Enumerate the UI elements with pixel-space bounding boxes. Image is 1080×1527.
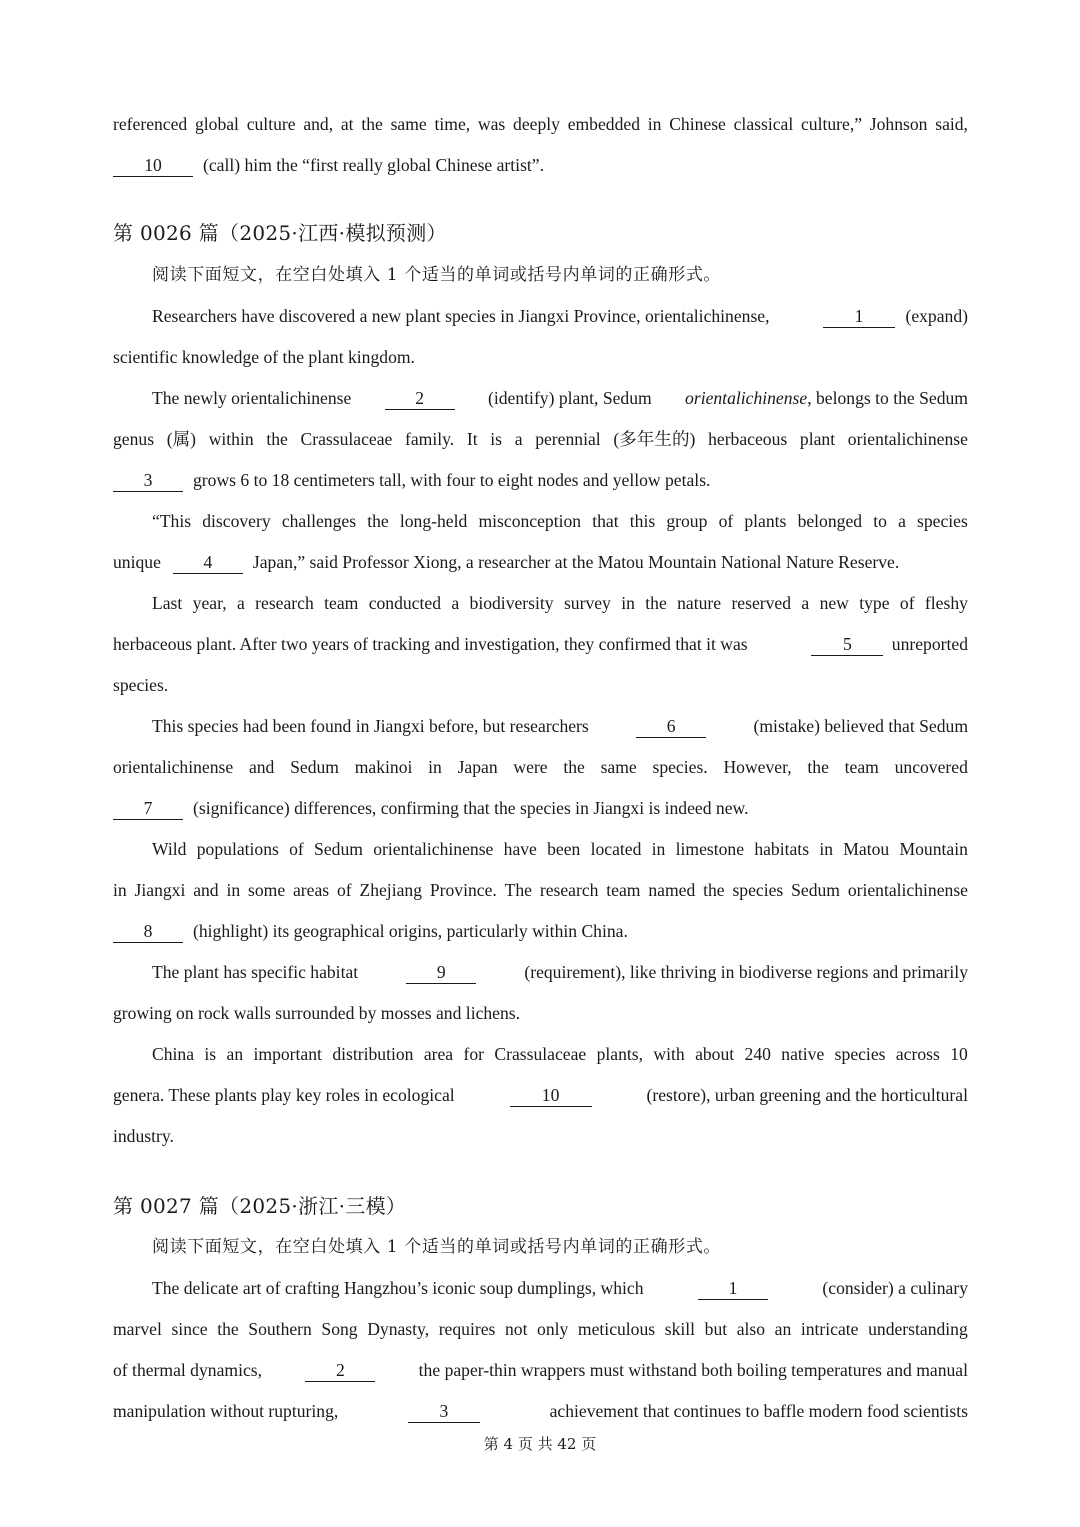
word: The <box>504 880 532 900</box>
word: were <box>513 757 548 777</box>
word: the <box>645 593 667 613</box>
word: referenced <box>113 114 188 134</box>
word: nature <box>677 593 722 613</box>
word: Wild <box>152 839 187 859</box>
word: species. <box>652 757 708 777</box>
word: biodiversity <box>469 593 554 613</box>
paragraph-text: Researchers have discovered a new plant species in Jiangxi Province, orientalichinense, <box>152 306 770 326</box>
word: at <box>340 114 354 134</box>
answer-blank-9: 9 <box>406 963 476 984</box>
word: intricate <box>800 1319 859 1339</box>
word: the <box>703 880 725 900</box>
word: is <box>490 429 503 449</box>
answer-blank-8: 8 <box>113 922 183 943</box>
word: 10 <box>950 1044 968 1064</box>
paragraph-line <box>113 755 968 779</box>
word: in <box>226 880 241 900</box>
answer-blank-4: 4 <box>173 553 243 574</box>
word: family. <box>405 429 455 449</box>
word: marvel <box>113 1319 162 1339</box>
paragraph-line <box>113 1399 968 1423</box>
paragraph-line <box>113 550 968 574</box>
word: requires <box>438 1319 496 1339</box>
word: group <box>666 511 708 531</box>
word: “This <box>152 511 192 531</box>
paragraph-text: species. <box>113 675 169 695</box>
paragraph-text: (call) him the “first really global Chinese artist”. <box>203 155 545 175</box>
word: native <box>781 1044 825 1064</box>
word: located <box>590 839 642 859</box>
paragraph-line <box>113 153 968 177</box>
word: with <box>653 1044 685 1064</box>
paragraph-text: The delicate art of crafting Hangzhou’s iconic soup dumplings, which <box>152 1278 644 1298</box>
word: Song <box>321 1319 358 1339</box>
word: deeply <box>513 114 560 134</box>
word: challenges <box>281 511 357 531</box>
word: the <box>367 511 389 531</box>
word: genus <box>113 429 155 449</box>
paragraph-line <box>113 591 968 615</box>
word: Province. <box>429 880 497 900</box>
word: was <box>477 114 506 134</box>
word: makinoi <box>354 757 413 777</box>
word: Dynasty, <box>367 1319 430 1339</box>
word: global <box>194 114 239 134</box>
paragraph-line <box>113 1358 968 1382</box>
word: perennial <box>535 429 601 449</box>
word: an <box>774 1319 792 1339</box>
word: China <box>152 1044 195 1064</box>
instruction-text: 阅读下面短文，在空白处填入 1 个适当的单词或括号内单词的正确形式。 <box>152 265 722 285</box>
paragraph-line <box>113 1001 968 1025</box>
paragraph-text: unreported <box>891 634 968 654</box>
word: in <box>819 839 833 859</box>
word: Matou <box>843 839 890 859</box>
word: habitats <box>754 839 810 859</box>
paragraph-text: (significance) differences, confirming that the species in Jiangxi is indeed new. <box>193 798 749 818</box>
paragraph-text: (expand) <box>905 306 968 326</box>
paragraph-text: (identify) plant, Sedum <box>488 388 652 408</box>
word: team <box>844 757 879 777</box>
word: is <box>204 1044 217 1064</box>
word: a <box>514 429 523 449</box>
word: populations <box>196 839 279 859</box>
word: Sedum <box>791 880 840 900</box>
paragraph-text: unique <box>113 552 161 572</box>
word: research <box>255 593 314 613</box>
paragraph-line <box>113 304 968 328</box>
answer-blank-7: 7 <box>113 799 183 820</box>
paragraph-line <box>113 1124 968 1148</box>
word: culture <box>246 114 296 134</box>
word: said, <box>935 114 968 134</box>
word: time, <box>434 114 471 134</box>
paragraph-line <box>113 468 968 492</box>
word: Johnson <box>869 114 928 134</box>
answer-blank-10: 10 <box>510 1086 592 1107</box>
word: of <box>718 511 734 531</box>
paragraph-text: scientific knowledge of the plant kingdom. <box>113 347 415 367</box>
word: also <box>736 1319 766 1339</box>
word: orientalichinense <box>847 880 968 900</box>
word: Japan <box>457 757 498 777</box>
answer-blank-5: 5 <box>811 635 883 656</box>
paragraph-text: The newly orientalichinense <box>152 388 352 408</box>
word: It <box>466 429 478 449</box>
word: 240 <box>744 1044 771 1064</box>
word: some <box>247 880 286 900</box>
paragraph-line <box>113 878 968 902</box>
paragraph-line <box>113 796 968 820</box>
word: the <box>361 114 383 134</box>
word: distribution <box>332 1044 414 1064</box>
word: orientalichinense <box>847 429 968 449</box>
word: Sedum <box>314 839 363 859</box>
paragraph-text: (consider) a culinary <box>822 1278 968 1298</box>
paragraph-line <box>113 427 968 451</box>
page-footer: 第 4 页 共 42 页 <box>483 1435 597 1453</box>
word: but <box>704 1319 728 1339</box>
section-heading: 第 0026 篇（2025·江西·模拟预测） <box>113 221 447 245</box>
word: been <box>547 839 581 859</box>
word: within <box>208 429 254 449</box>
word: new <box>819 593 849 613</box>
word: to <box>873 511 887 531</box>
word: area <box>423 1044 454 1064</box>
paragraph-line <box>113 919 968 943</box>
word: misconception <box>478 511 582 531</box>
word: a <box>801 593 810 613</box>
paragraph-text: (highlight) its geographical origins, particularly within China. <box>193 921 628 941</box>
word: long-held <box>399 511 468 531</box>
word: have <box>503 839 537 859</box>
word: Crassulaceae <box>494 1044 587 1064</box>
word: in <box>621 593 635 613</box>
answer-blank-3: 3 <box>113 471 183 492</box>
word: year, <box>192 593 227 613</box>
paragraph-line <box>113 1317 968 1341</box>
word: areas <box>292 880 330 900</box>
word: the <box>807 757 829 777</box>
word: Crassulaceae <box>300 429 393 449</box>
paragraph-text: herbaceous plant. After two years of tracking and investigation, they confirmed that it was <box>113 634 748 654</box>
word: the <box>266 429 288 449</box>
paragraph-line <box>113 673 968 697</box>
word: same <box>390 114 427 134</box>
word: of <box>899 593 915 613</box>
word: herbaceous <box>708 429 788 449</box>
word: reserved <box>731 593 792 613</box>
word: fleshy <box>924 593 968 613</box>
paragraph-line <box>113 714 968 738</box>
word: about <box>695 1044 735 1064</box>
paragraph-text: (requirement), like thriving in biodiverse regions and primarily <box>524 962 968 982</box>
word: team <box>606 880 641 900</box>
word: the <box>217 1319 239 1339</box>
word: across <box>895 1044 940 1064</box>
paragraph-text: This species had been found in Jiangxi before, but researchers <box>152 716 589 736</box>
word: a <box>451 593 460 613</box>
word: conducted <box>368 593 441 613</box>
word: uncovered <box>894 757 968 777</box>
word: limestone <box>675 839 745 859</box>
word: not <box>504 1319 528 1339</box>
answer-blank-2: 2 <box>385 389 455 410</box>
word: skill <box>664 1319 696 1339</box>
word: in <box>651 839 666 859</box>
paragraph-text: Japan,” said Professor Xiong, a researcher at the Matou Mountain National Nature Reserve. <box>252 552 900 572</box>
word: in <box>428 757 442 777</box>
italic-species-name: orientalichinense <box>685 388 808 408</box>
paragraph-text: of thermal dynamics, <box>113 1360 263 1380</box>
answer-blank-1: 1 <box>698 1279 768 1300</box>
word: species <box>834 1044 886 1064</box>
word: same <box>600 757 637 777</box>
paragraph-line <box>113 960 968 984</box>
word: Sedum <box>290 757 339 777</box>
paragraph-line <box>113 345 968 369</box>
word: important <box>253 1044 322 1064</box>
paragraph-text: the paper-thin wrappers must withstand both boiling temperatures and manual <box>418 1360 968 1380</box>
word: since <box>171 1319 208 1339</box>
paragraph-line <box>113 837 968 861</box>
section-heading: 第 0027 篇（2025·浙江·三模） <box>113 1194 407 1218</box>
word: a <box>236 593 245 613</box>
word: belonged <box>797 511 863 531</box>
paragraph-text: genera. These plants play key roles in ecological <box>113 1085 455 1105</box>
paragraph-line <box>113 386 968 410</box>
word: Mountain <box>899 839 968 859</box>
word: However, <box>723 757 792 777</box>
word: classical <box>733 114 794 134</box>
paragraph-text: growing on rock walls surrounded by mosses and lichens. <box>113 1003 521 1023</box>
word: species <box>732 880 784 900</box>
paragraph-line <box>113 1083 968 1107</box>
word: a <box>898 511 906 531</box>
word: survey <box>563 593 611 613</box>
word: Jiangxi <box>134 880 186 900</box>
answer-blank-1: 1 <box>823 307 895 328</box>
word: of <box>289 839 304 859</box>
instruction-text: 阅读下面短文，在空白处填入 1 个适当的单词或括号内单词的正确形式。 <box>152 1237 722 1257</box>
word: Last <box>152 593 183 613</box>
word: species <box>917 511 968 531</box>
word: understanding <box>868 1319 968 1339</box>
word: Zhejiang <box>359 880 422 900</box>
answer-blank: 10 <box>113 156 193 177</box>
answer-blank-3: 3 <box>408 1402 480 1423</box>
word: Southern <box>248 1319 312 1339</box>
word: in <box>113 880 127 900</box>
paragraph-text: grows 6 to 18 centimeters tall, with four to eight nodes and yellow petals. <box>193 470 711 490</box>
word: plants <box>744 511 787 531</box>
word: meticulous <box>577 1319 656 1339</box>
word: (多年生的) <box>613 429 696 449</box>
word: the <box>563 757 585 777</box>
paragraph-text: manipulation without rupturing, <box>113 1401 339 1421</box>
paragraph-line <box>113 1042 968 1066</box>
paragraph-text: (mistake) believed that Sedum <box>753 716 968 736</box>
word: in <box>647 114 662 134</box>
paragraph-line <box>113 632 968 656</box>
word: type <box>859 593 890 613</box>
word: that <box>592 511 619 531</box>
word: this <box>629 511 656 531</box>
word: (属) <box>166 429 197 449</box>
answer-blank-2: 2 <box>305 1361 375 1382</box>
word: only <box>537 1319 569 1339</box>
word: orientalichinense <box>373 839 494 859</box>
word: plant <box>799 429 836 449</box>
word: orientalichinense <box>113 757 234 777</box>
answer-blank-6: 6 <box>636 717 706 738</box>
word: embedded <box>567 114 640 134</box>
paragraph-text: industry. <box>113 1126 174 1146</box>
paragraph-text: , belongs to the Sedum <box>807 388 968 408</box>
word: discovery <box>202 511 271 531</box>
paragraph-line <box>113 112 968 136</box>
word: named <box>648 880 696 900</box>
paragraph-line <box>113 1276 968 1300</box>
word: culture,” <box>800 114 863 134</box>
word: team <box>324 593 359 613</box>
word: of <box>336 880 352 900</box>
word: plants, <box>596 1044 644 1064</box>
paragraph-text: achievement that continues to baffle modern food scientists <box>549 1401 968 1421</box>
word: for <box>463 1044 485 1064</box>
paragraph-text: (restore), urban greening and the horticultural <box>646 1085 968 1105</box>
word: Chinese <box>669 114 726 134</box>
word: research <box>539 880 599 900</box>
word: an <box>226 1044 244 1064</box>
paragraph-line <box>113 509 968 533</box>
word: and <box>193 880 219 900</box>
word: and, <box>303 114 334 134</box>
word: and <box>248 757 275 777</box>
paragraph-text: The plant has specific habitat <box>152 962 359 982</box>
